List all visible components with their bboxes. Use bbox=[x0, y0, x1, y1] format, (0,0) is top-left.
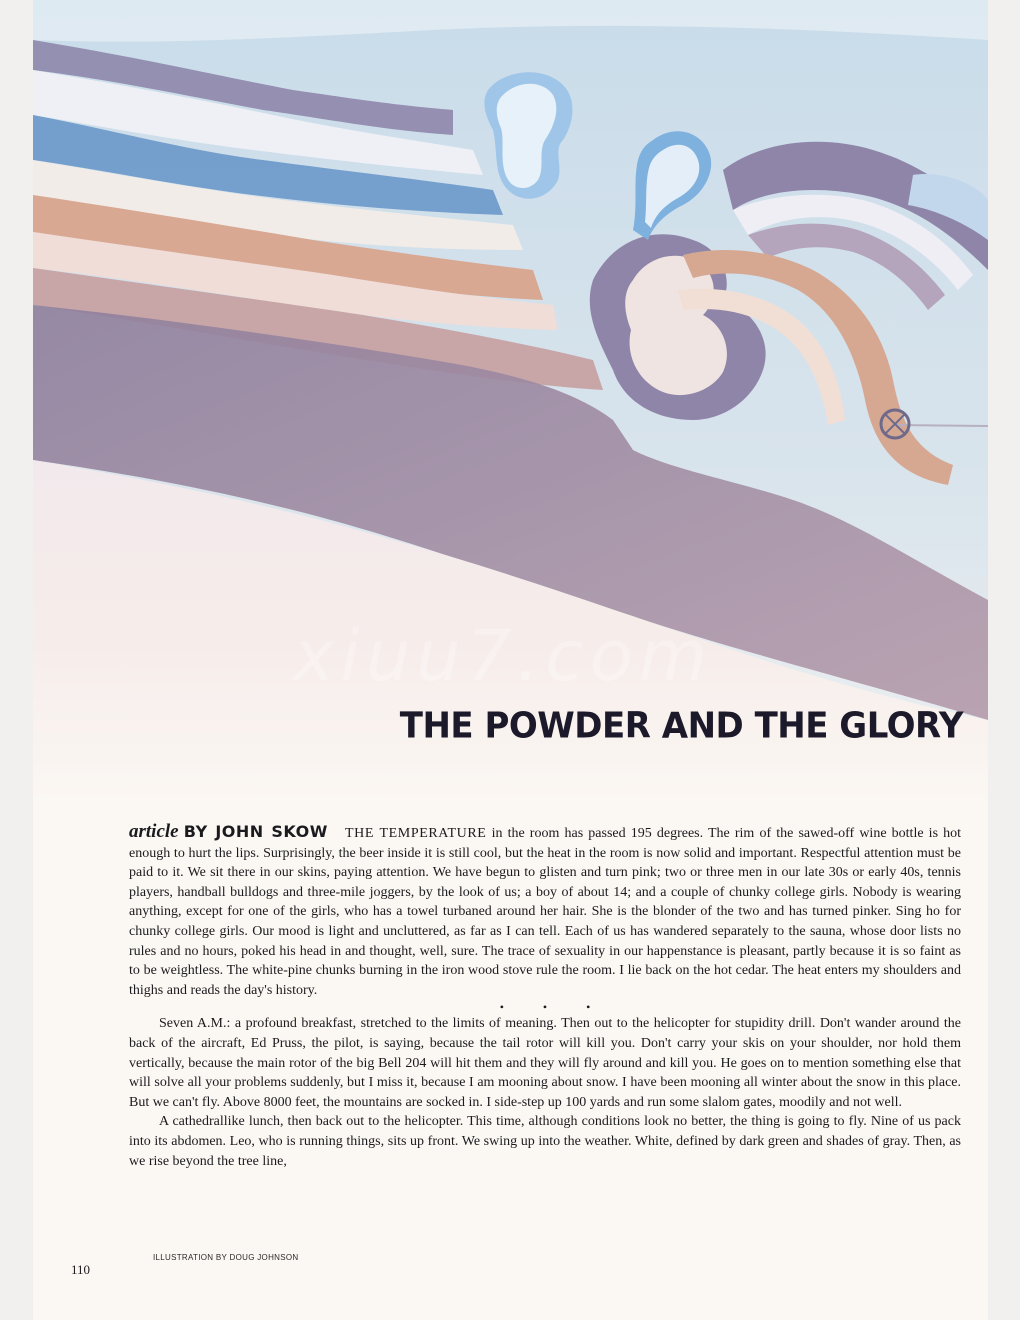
paragraph: A cathedrallike lunch, then back out to the helicopter. This time, although conditions look no better, the thing is going to fly. Nine of us pack into its abdomen. Leo, who is running things, sits up front. We swing up into the weather. White, defined by dark green and shades of gray. Then, as we rise beyond the tree line, bbox=[129, 1114, 961, 1169]
section-break: • • • bbox=[499, 1000, 609, 1015]
byline-prefix: article bbox=[129, 821, 179, 842]
byline-author: BY JOHN SKOW bbox=[183, 822, 328, 841]
magazine-page bbox=[33, 0, 988, 1320]
paragraph: Seven A.M.: a profound breakfast, stretched to the limits of meaning. Then out to the helicopter for stupidity drill. Don't wander around the back of the aircraft, Ed Pruss, the pilot, is saying, because the tail rotor will kill you. Don't carry your skis on your shoulder, nor hold them vertically, because the main rotor of the big Bell 204 will hit them and they will fly around and kill you. He goes on to mention something else that will solve all your problems suddenly, but I miss it, because I am mooning about snow. I have been mooning all winter about the snow in this place. But we can't fly. Above 8000 feet, the mountains are socked in. I side-step up 100 yards and run some slalom gates, moodily and not well. bbox=[129, 1016, 961, 1110]
opening-paragraph bbox=[129, 822, 961, 1000]
article-body bbox=[129, 822, 961, 1171]
page-number: 110 bbox=[71, 1262, 91, 1277]
article-title: THE POWDER AND THE GLORY bbox=[399, 705, 963, 747]
watermark: xiuu7.com bbox=[293, 615, 713, 697]
illustration-credit: ILLUSTRATION BY DOUG JOHNSON bbox=[153, 1253, 299, 1262]
lead-in: THE TEMPERATURE bbox=[344, 826, 487, 841]
paragraph-text: in the room has passed 195 degrees. The rim of the sawed-off wine bottle is hot enough to hurt the lips. Surprisingly, the beer inside it is still cool, but the heat in the room is now solid and important. Respectful attention must be paid to it. We sit there in our skins, paying attention. We have begun to glisten and turn pink; two or three men in our late 30s or early 40s, tennis players, handball bulldogs and three-mile joggers, by the look of us; a boy of about 14; and a couple of chunky college girls. Nobody is wearing anything, except for one of the girls, who has a towel turbaned around her hair. She is the blonder of the two and has turned pinker. Sing ho for chunky college girls. Our mood is light and uncluttered, as far as I can tell. Each of us has wandered separately to the sauna, whose door lists no rules and no hours, poked his head in and thought, well, sure. The trace of sexuality in our happenstance is pleasant, partly because it is so faint as to be weightless. The white-pine chunks burning in the iron wood stove rule the room. I lie back on the hot cedar. The heat enters my shoulders and thighs and reads the day's history. bbox=[129, 826, 962, 998]
